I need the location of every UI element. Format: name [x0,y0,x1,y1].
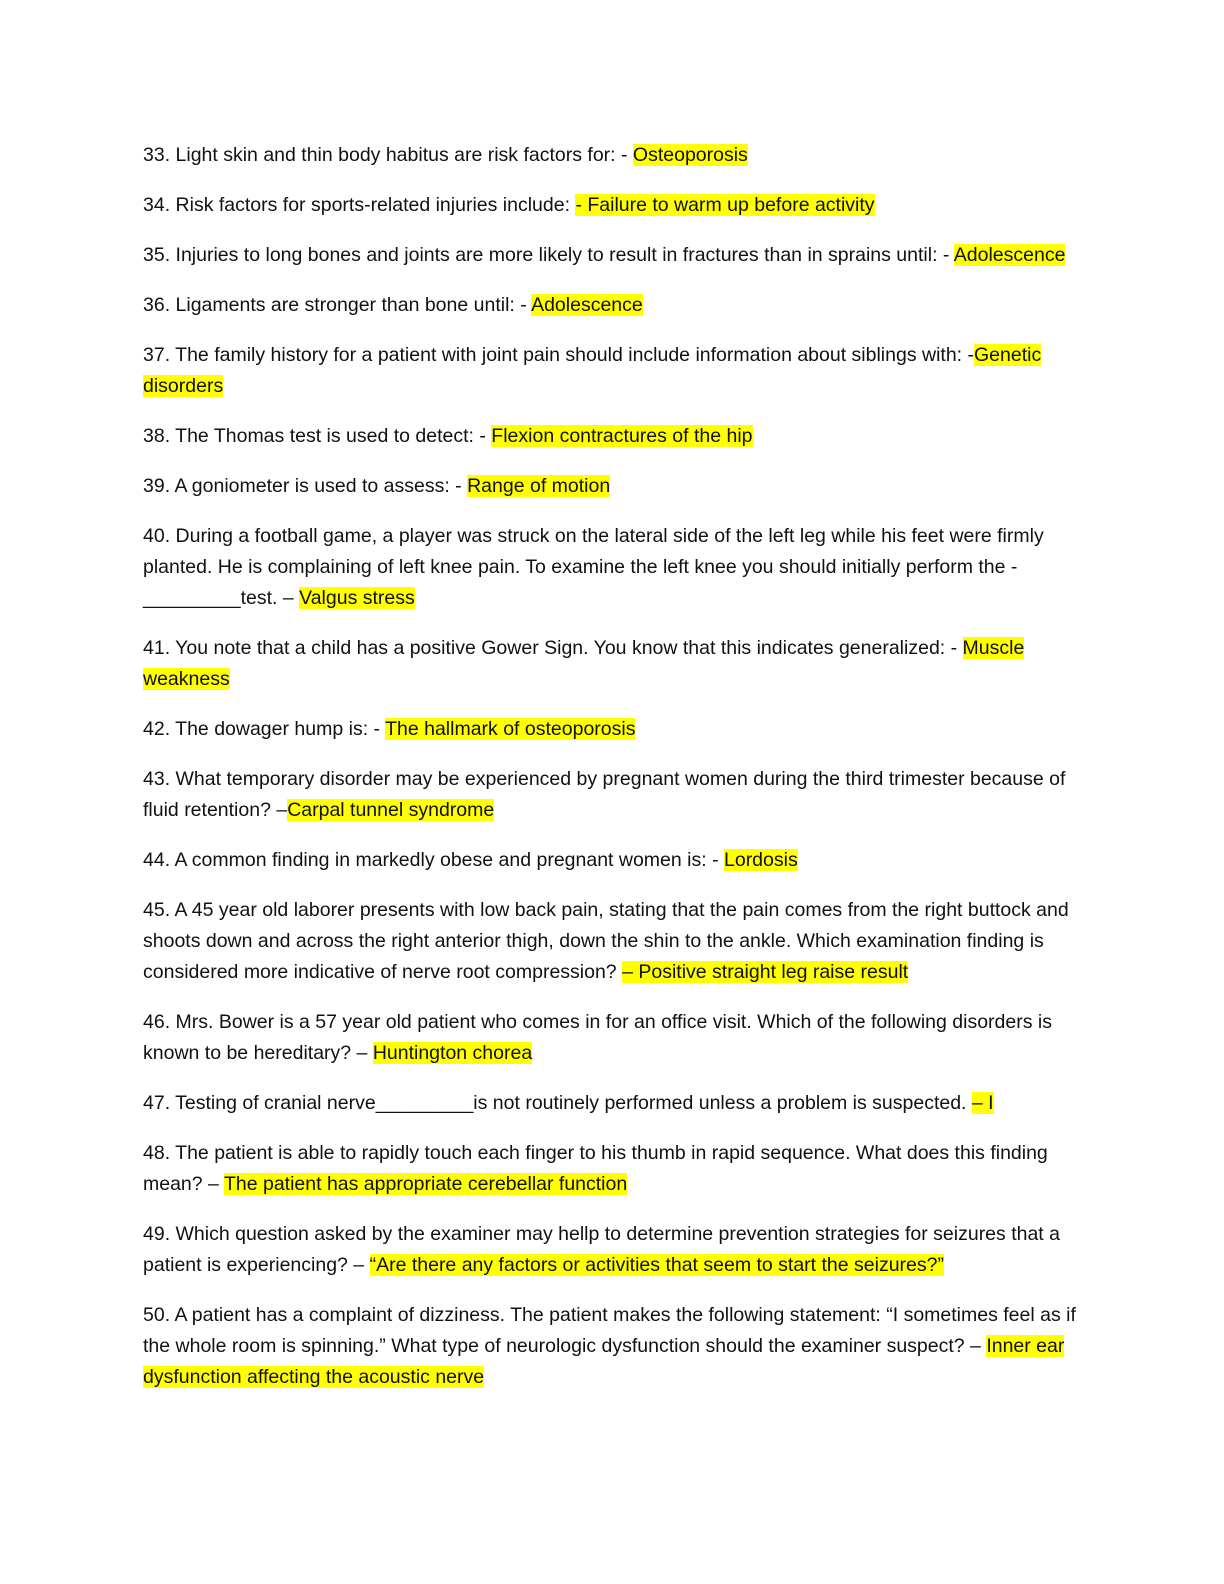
answer-highlight: Flexion contractures of the hip [491,425,753,447]
question-text: 34. Risk factors for sports-related injuries include: [143,194,576,216]
qa-item-47 [143,1088,1078,1119]
answer-highlight: Adolescence [953,244,1066,266]
qa-item-39 [143,471,1078,502]
question-text: 50. A patient has a complaint of dizziness. The patient makes the following statement: “I sometimes feel as if the whole room is spinning.” What type of neurologic dysfunction should the examiner suspect? – [143,1304,1076,1357]
question-text: 47. Testing of cranial nerve_________is not routinely performed unless a problem is suspected. [143,1092,972,1114]
answer-highlight: Muscle weakness [143,637,1025,690]
question-text: 41. You note that a child has a positive Gower Sign. You know that this indicates generalized: - [143,637,963,659]
answer-highlight: – I [971,1092,994,1114]
answer-highlight: – Positive straight leg raise result [622,961,909,983]
question-text: 36. Ligaments are stronger than bone until: - [143,294,532,316]
question-text: 37. The family history for a patient with joint pain should include information about siblings with: - [143,344,974,366]
answer-highlight: Osteoporosis [632,144,748,166]
question-text: 44. A common finding in markedly obese and pregnant women is: - [143,849,724,871]
qa-item-33 [143,140,1078,171]
answer-highlight: Range of motion [467,475,611,497]
qa-list [143,140,1078,1412]
answer-highlight: “Are there any factors or activities that seem to start the seizures?” [369,1254,944,1276]
question-text: 35. Injuries to long bones and joints are more likely to result in fractures than in sprains until: - [143,244,954,266]
qa-item-36 [143,290,1078,321]
answer-highlight: Lordosis [724,849,798,871]
qa-item-41 [143,633,1078,695]
qa-item-42 [143,714,1078,745]
qa-item-46 [143,1007,1078,1069]
answer-highlight: - Failure to warm up before activity [575,194,875,216]
qa-item-38 [143,421,1078,452]
answer-highlight: The patient has appropriate cerebellar function [223,1173,628,1195]
answer-highlight: Genetic disorders [143,344,1042,397]
qa-item-37 [143,340,1078,402]
qa-item-43 [143,764,1078,826]
question-text: 48. The patient is able to rapidly touch each finger to his thumb in rapid sequence. What does this finding mean? – [143,1142,1048,1195]
question-text: 49. Which question asked by the examiner may hellp to determine prevention strategies for seizures that a patient is experiencing? – [143,1223,1060,1276]
answer-highlight: Inner ear dysfunction affecting the acoustic nerve [143,1335,1065,1388]
qa-item-34 [143,190,1078,221]
question-text: 43. What temporary disorder may be experienced by pregnant women during the third trimester because of fluid retention? – [143,768,1066,821]
question-text: 42. The dowager hump is: - [143,718,386,740]
question-text: 40. During a football game, a player was struck on the lateral side of the left leg while his feet were firmly planted. He is complaining of left knee pain. To examine the left knee you should initially perform the - _________test. – [143,525,1044,609]
qa-item-50 [143,1300,1078,1393]
answer-highlight: Huntington chorea [372,1042,533,1064]
qa-item-48 [143,1138,1078,1200]
qa-item-49 [143,1219,1078,1281]
question-text: 33. Light skin and thin body habitus are risk factors for: - [143,144,633,166]
qa-item-40 [143,521,1078,614]
answer-highlight: Carpal tunnel syndrome [287,799,495,821]
qa-item-35 [143,240,1078,271]
qa-item-45 [143,895,1078,988]
question-text: 39. A goniometer is used to assess: - [143,475,468,497]
question-text: 38. The Thomas test is used to detect: - [143,425,492,447]
answer-highlight: Valgus stress [299,587,415,609]
answer-highlight: The hallmark of osteoporosis [385,718,636,740]
qa-item-44 [143,845,1078,876]
question-text: 46. Mrs. Bower is a 57 year old patient who comes in for an office visit. Which of the following disorders is known to be hereditary? – [143,1011,1052,1064]
answer-highlight: Adolescence [531,294,643,316]
question-text: 45. A 45 year old laborer presents with low back pain, stating that the pain comes from the right buttock and shoots down and across the right anterior thigh, down the shin to the ankle. Which examination finding is considered more indicative of nerve root compression? [143,899,1069,983]
